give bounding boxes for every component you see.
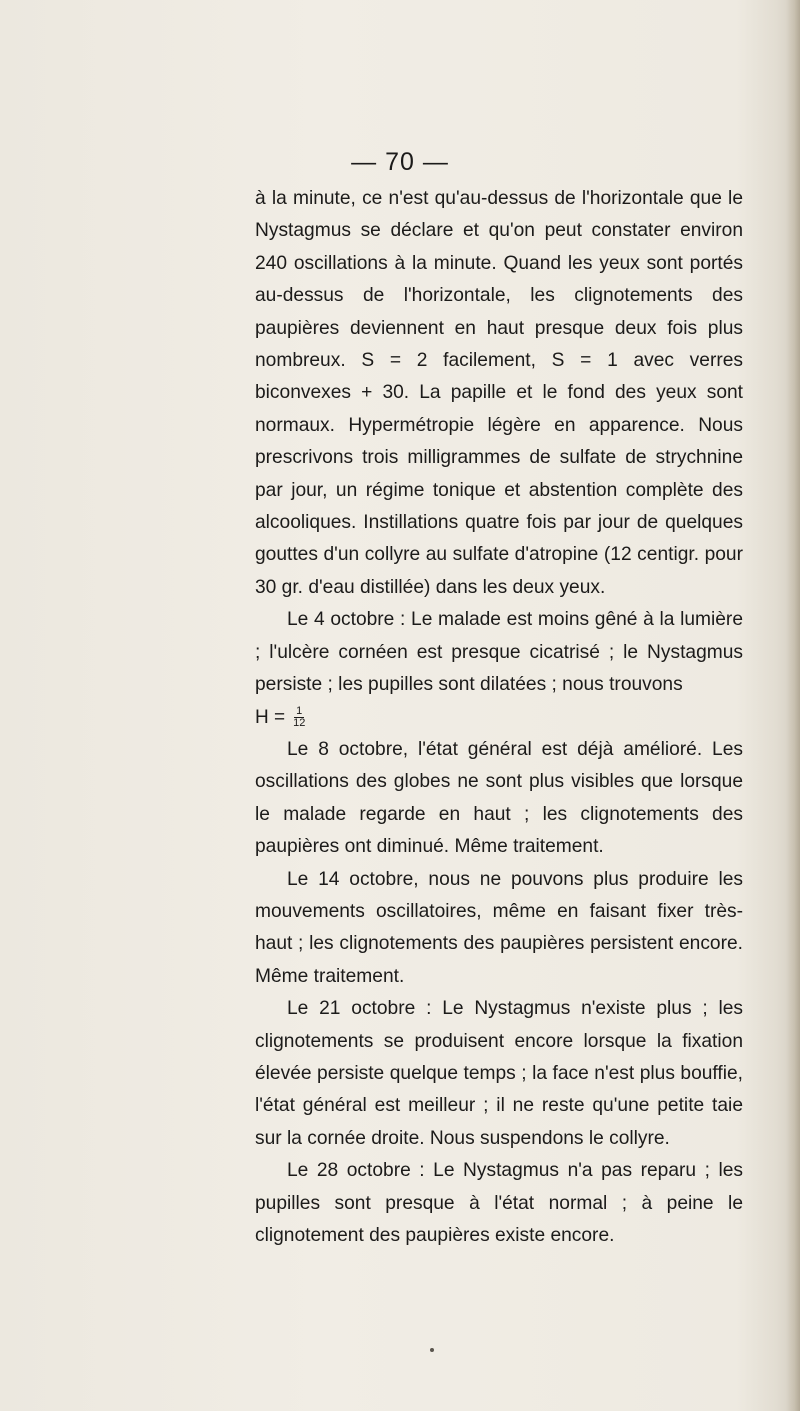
paragraph-6: Le 28 octobre : Le Nystagmus n'a pas reparu ; les pupilles sont presque à l'état normal ; à peine le clignotement des paupières existe encore. — [255, 1160, 743, 1246]
formula-lhs: H = — [255, 706, 286, 728]
paragraph-1: à la minute, ce n'est qu'au-dessus de l'horizontale que le Nystagmus se déclare et qu'on peut constater environ 240 oscillations à la minute. Quand les yeux sont portés au-dessus de l'horizontale, les clignotements des paupières deviennent en haut presque deux fois plus nombreux. S = 2 facilement, S = 1 avec verres biconvexes + 30. La papille et le fond des yeux sont normaux. Hypermétropie légère en apparence. Nous prescrivons trois milligrammes de sulfate de strychnine par jour, un régime tonique et abstention complète des alcooliques. Instillations quatre fois par jour de quelques gouttes d'un collyre au sulfate d'atropine (12 centigr. pour 30 gr. d'eau distillée) dans les deux yeux. — [255, 188, 743, 598]
page-edge-shadow — [786, 0, 800, 1411]
body-text — [255, 183, 743, 1252]
paragraph-4: Le 14 octobre, nous ne pouvons plus produire les mouvements oscillatoires, même en faisant fixer très-haut ; les clignotements des paupières persistent encore. Même traitement. — [255, 868, 743, 987]
print-speck — [430, 1348, 434, 1352]
hyperopia-formula — [255, 702, 743, 734]
fraction-numerator: 1 — [296, 705, 303, 718]
page-number: — 70 — — [351, 148, 449, 176]
paragraph-3: Le 8 octobre, l'état général est déjà amélioré. Les oscillations des globes ne sont plus visibles que lorsque le malade regarde en haut ; les clignotements des paupières ont diminué. Même traitement. — [255, 738, 743, 858]
paragraph-5: Le 21 octobre : Le Nystagmus n'existe plus ; les clignotements se produisent encore lorsque la fixation élevée persiste quelque temps ; la face n'est plus bouffie, l'état général est meilleur ; il ne reste qu'une petite taie sur la cornée droite. Nous suspendons le collyre. — [255, 998, 743, 1149]
fraction-denominator: 12 — [293, 717, 306, 730]
formula-fraction — [291, 706, 307, 729]
paragraph-2: Le 4 octobre : Le malade est moins gêné à la lumière ; l'ulcère cornéen est presque cicatrisé ; le Nystagmus persiste ; les pupilles sont dilatées ; nous trouvons — [255, 609, 743, 696]
